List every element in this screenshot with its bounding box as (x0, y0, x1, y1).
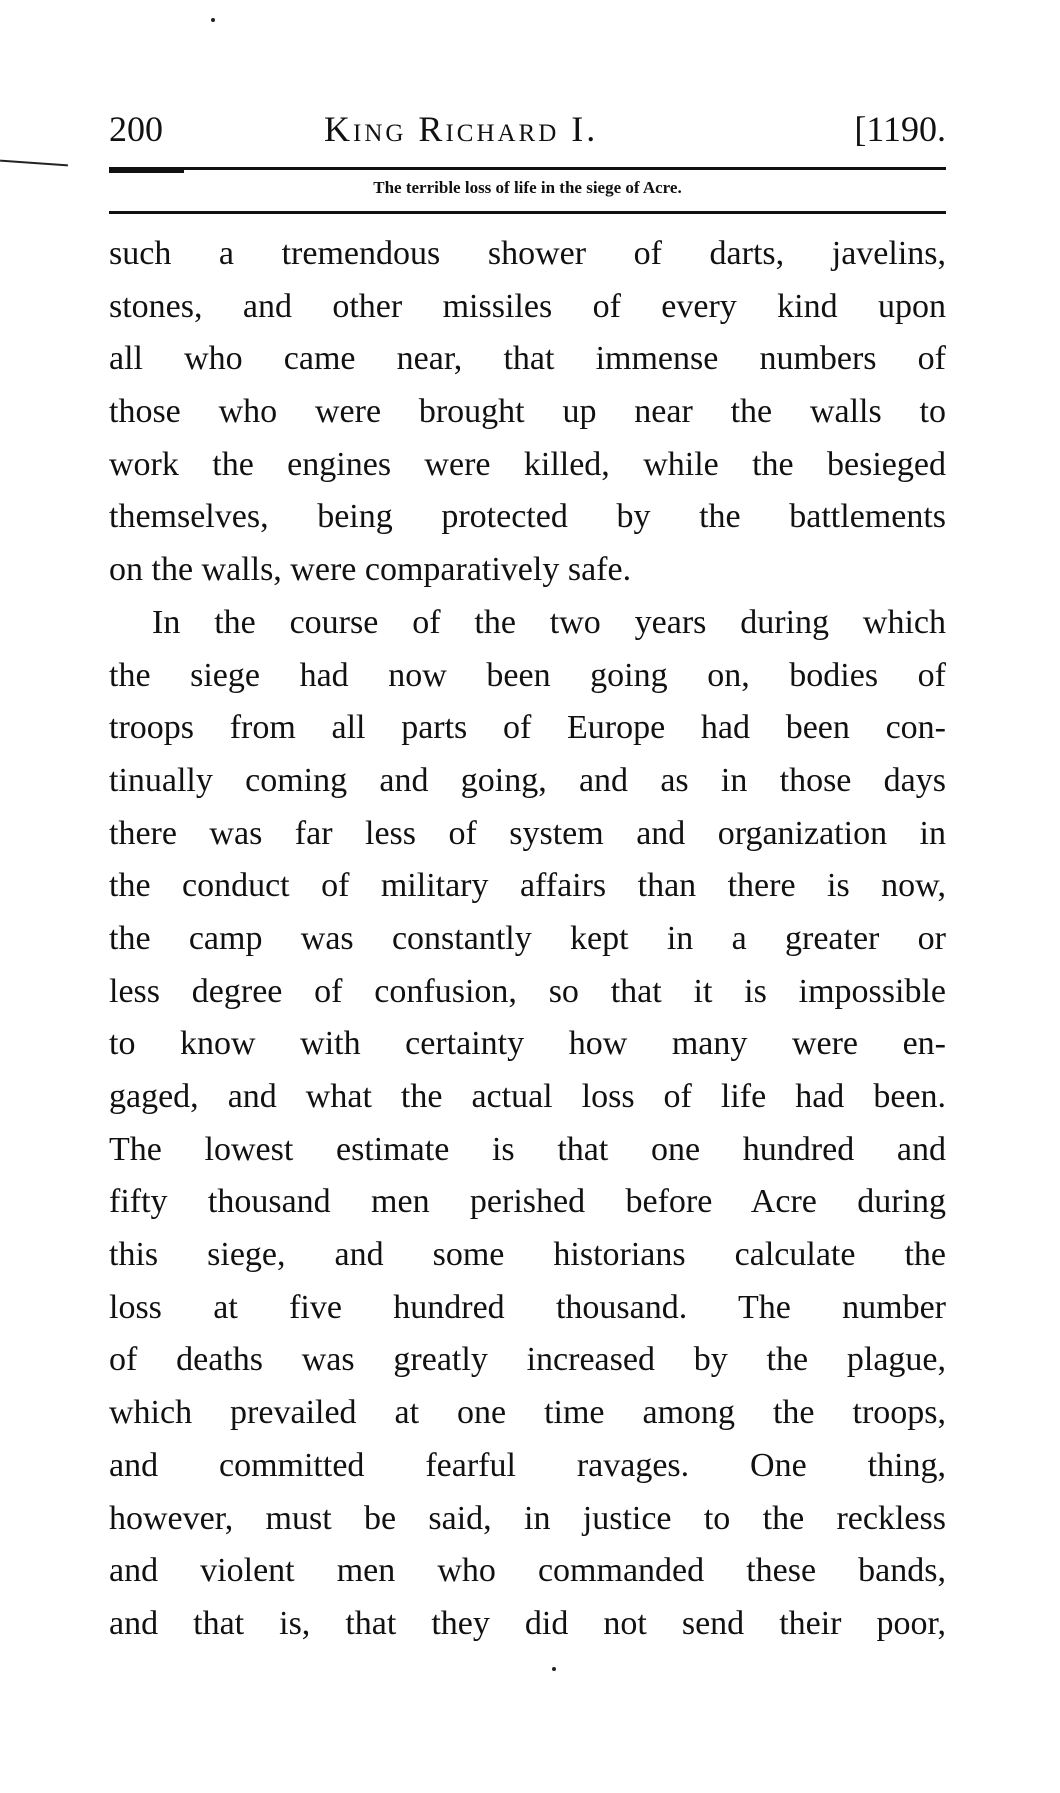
text-line: and that is, that they did not send their poor, (109, 1604, 946, 1642)
text-line: less degree of confusion, so that it is impossible (109, 972, 946, 1010)
text-line: on the walls, were comparatively safe. (109, 551, 632, 589)
text-line: which prevailed at one time among the troops, (109, 1394, 946, 1432)
header-rule-accent (109, 170, 184, 173)
text-line: those who were brought up near the walls to (109, 393, 946, 431)
text-line: and violent men who commanded these bands, (109, 1552, 946, 1590)
scan-speck (552, 1667, 556, 1671)
page-caption: The terrible loss of life in the siege of Acre. (373, 178, 682, 197)
text-line: gaged, and what the actual loss of life had been. (109, 1078, 946, 1115)
text-line: of deaths was greatly increased by the plague, (109, 1341, 946, 1379)
text-line: all who came near, that immense numbers of (109, 340, 946, 378)
scan-mark (0, 160, 68, 167)
running-header (109, 108, 946, 152)
text-line: loss at five hundred thousand. The number (109, 1288, 946, 1326)
year-marker: [1190. (854, 109, 946, 149)
text-line: The lowest estimate is that one hundred and (109, 1130, 946, 1168)
text-line: such a tremendous shower of darts, javelins, (109, 235, 946, 272)
text-line: to know with certainty how many were en- (109, 1025, 946, 1063)
scan-speck (211, 18, 215, 22)
header-rule-bottom (109, 211, 946, 214)
text-line: the conduct of military affairs than there is now, (109, 867, 946, 905)
text-line: tinually coming and going, and as in those days (109, 761, 946, 799)
header-rule-top (109, 167, 946, 170)
text-line: In the course of the two years during which (152, 603, 946, 641)
text-line: this siege, and some historians calculate the (109, 1236, 946, 1274)
text-line: and committed fearful ravages. One thing, (109, 1446, 946, 1484)
text-line: work the engines were killed, while the besieged (109, 445, 946, 483)
text-line: the camp was constantly kept in a greater or (109, 919, 946, 957)
text-line: the siege had now been going on, bodies of (109, 656, 946, 694)
running-title: King Richard I. (324, 109, 599, 149)
text-line: troops from all parts of Europe had been con- (109, 709, 946, 747)
text-line: fifty thousand men perished before Acre during (109, 1183, 946, 1221)
text-line: themselves, being protected by the battlements (109, 498, 946, 536)
text-line: there was far less of system and organization in (109, 814, 946, 852)
text-line: stones, and other missiles of every kind upon (109, 287, 946, 325)
text-line: however, must be said, in justice to the reckless (109, 1499, 946, 1537)
page-number: 200 (109, 109, 163, 149)
body-text (109, 228, 946, 1651)
